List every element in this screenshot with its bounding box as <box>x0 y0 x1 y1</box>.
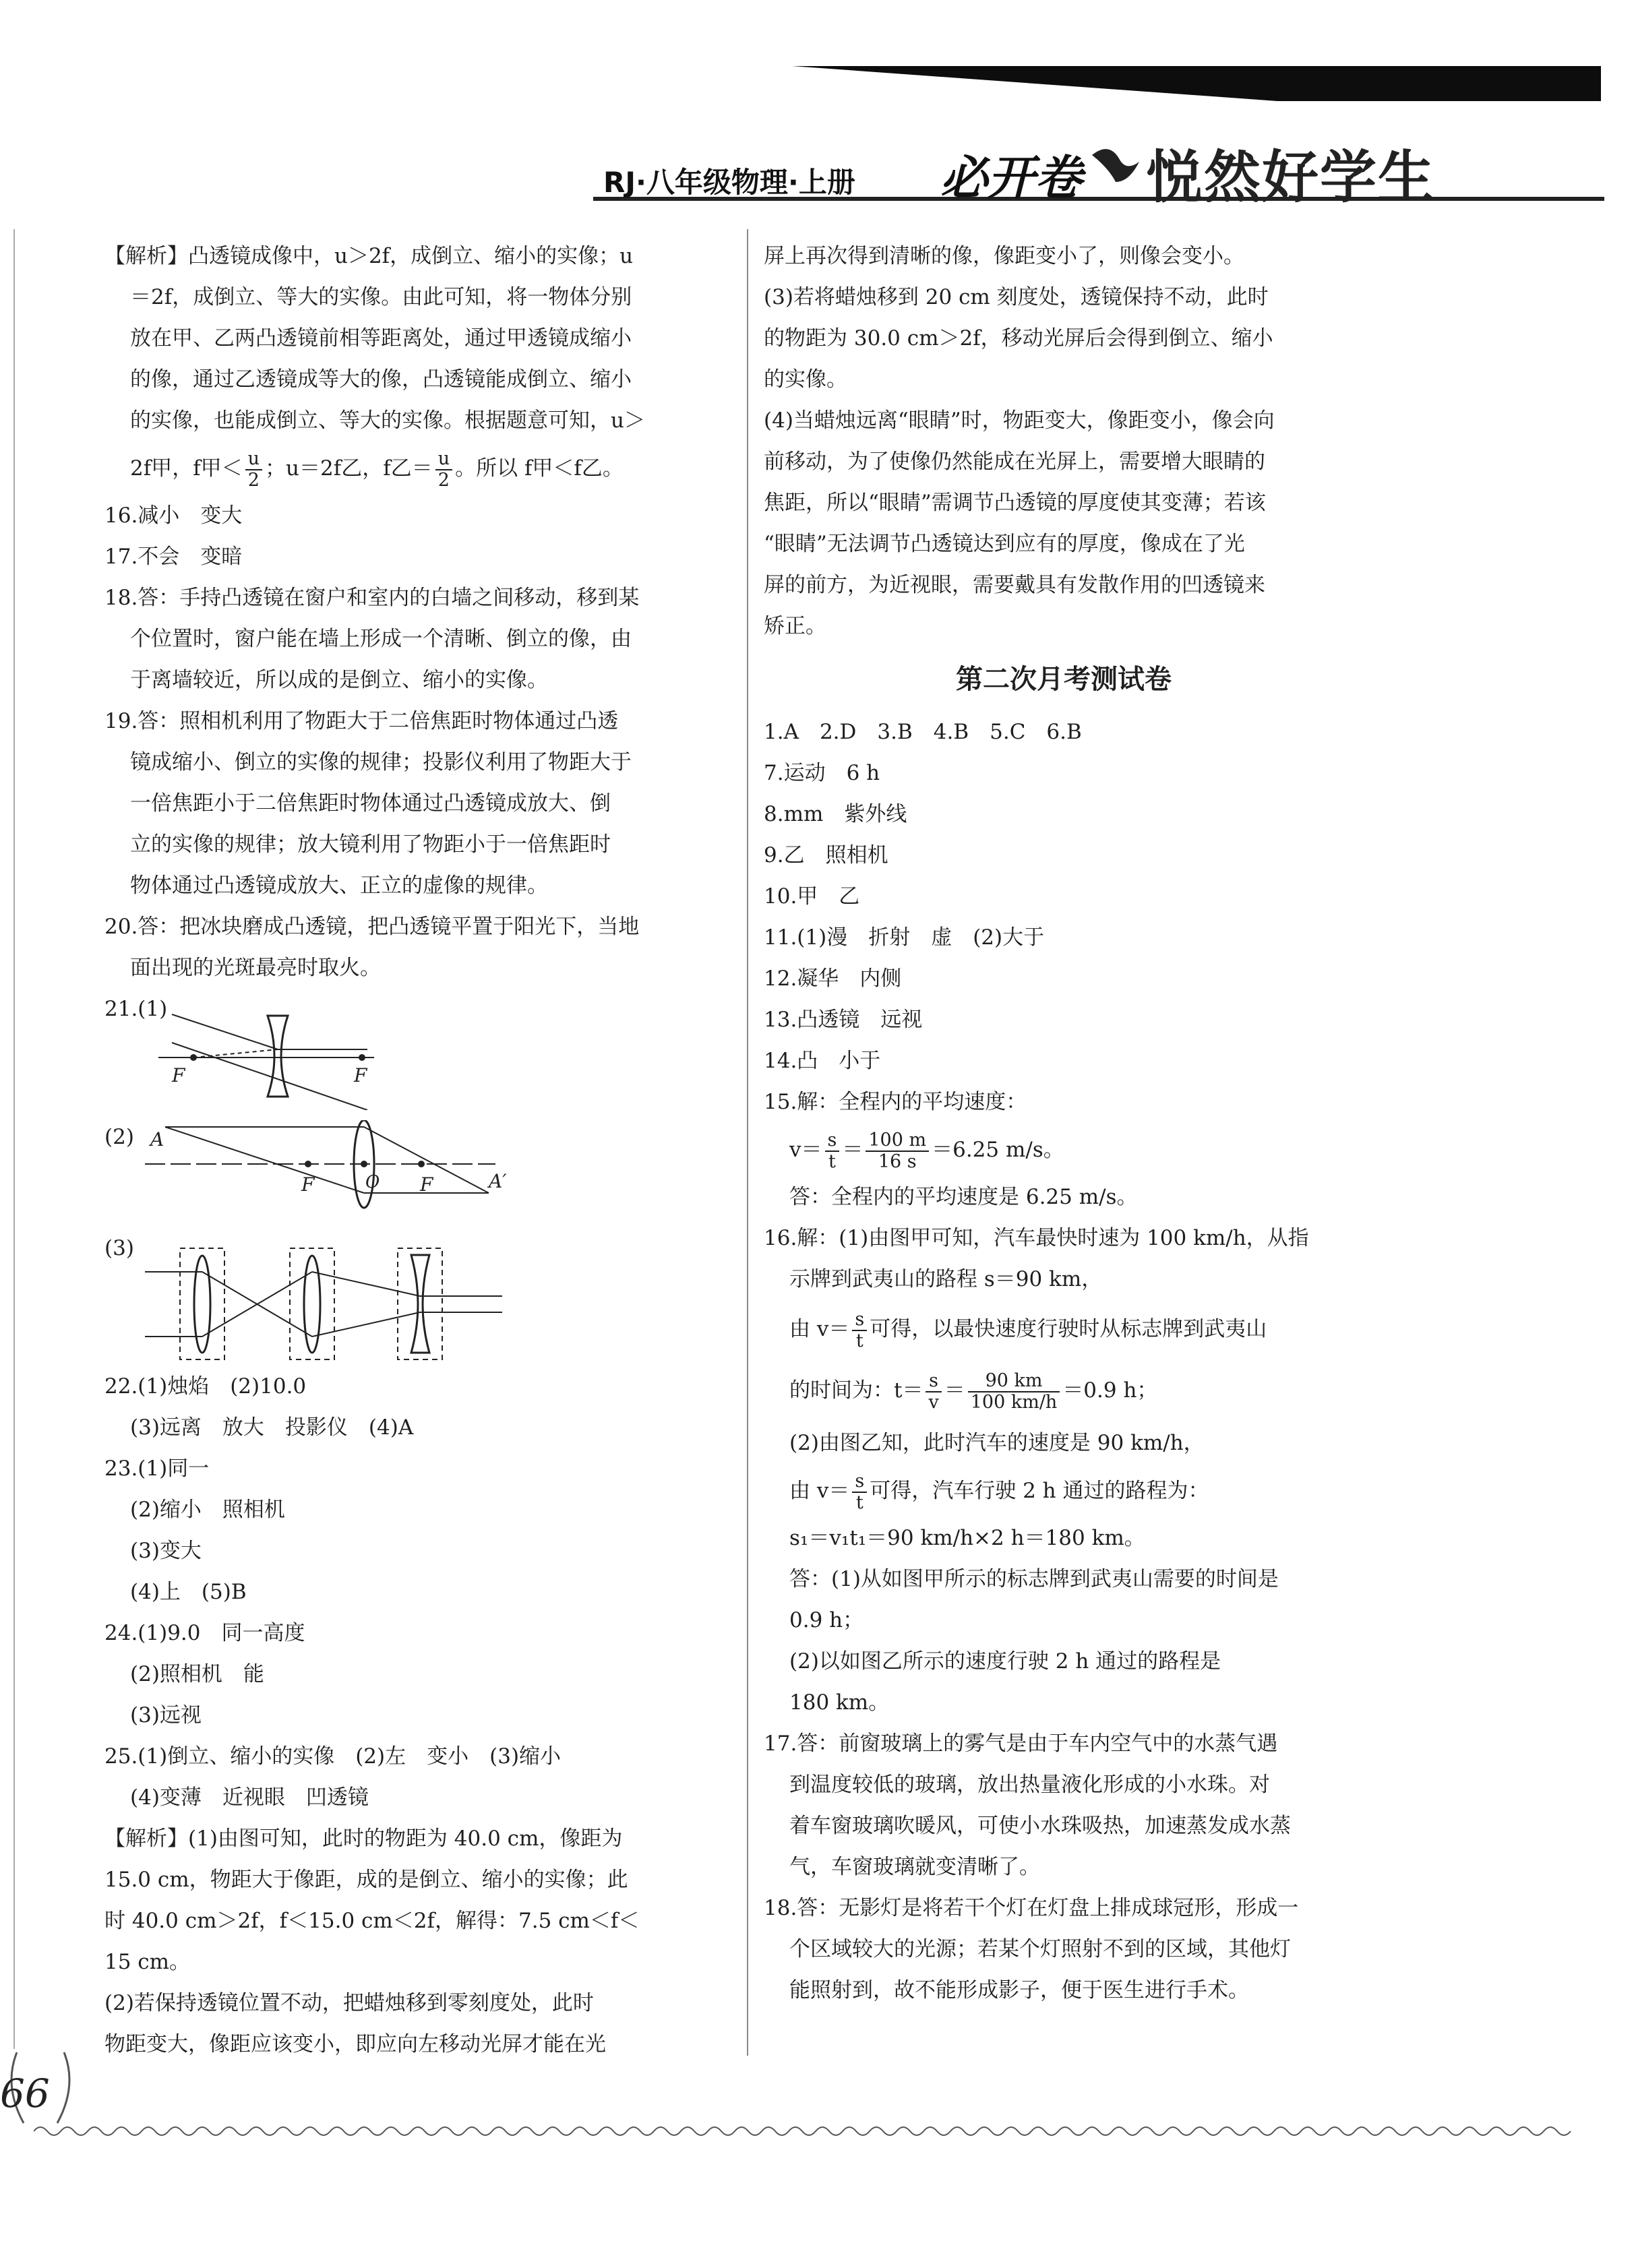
answer-22-line: 22.(1)烛焰 (2)10.0 <box>104 1374 307 1399</box>
header-subject: RJ·八年级物理·上册 <box>603 166 855 199</box>
answer-16-line: 16.解：(1)由图甲可知，汽车最快时速为 100 km/h，从指 <box>764 1226 1309 1250</box>
svg-text:F: F <box>301 1173 315 1196</box>
svg-text:A: A <box>150 1128 164 1151</box>
column-divider <box>747 229 748 2056</box>
answer-16-line: 答：(1)从如图甲所示的标志牌到武夷山需要的时间是 <box>789 1567 1279 1591</box>
answer-23-line: 23.(1)同一 <box>104 1457 210 1481</box>
page-number: 66 <box>0 2071 50 2116</box>
left-column <box>104 236 664 2065</box>
bird-logo-icon <box>1089 142 1143 189</box>
continued-line: 焦距，所以“眼睛”需调节凸透镜的厚度使其变薄；若该 <box>764 491 1266 515</box>
footer-wave-border <box>34 2123 1584 2139</box>
formula-part: 。所以 f甲＜f乙。 <box>455 456 624 481</box>
answer-16-formula: 由 v＝ $\frac{s}{t}$ 可得，以最快速度行驶时从标志牌到武夷山 <box>789 1308 1267 1351</box>
analysis-line: 【解析】凸透镜成像中，u＞2f，成倒立、缩小的实像；u <box>104 244 634 268</box>
analysis-formula <box>104 441 664 495</box>
answer-20-line: 20.答：把冰块磨成凸透镜，把凸透镜平置于阳光下，当地 <box>104 915 640 939</box>
answer-line: 13.凸透镜 远视 <box>764 1008 923 1032</box>
svg-text:A′: A′ <box>489 1170 507 1192</box>
answer-line: 10.甲 乙 <box>764 884 860 909</box>
answer-18-line: 18.答：无影灯是将若干个灯在灯盘上排成球冠形，形成一 <box>764 1896 1299 1920</box>
answer-19-line: 镜成缩小、倒立的实像的规律；投影仪利用了物距大于 <box>130 750 632 774</box>
answer-line: 7.运动 6 h <box>764 761 880 785</box>
answer-line: 1.A 2.D 3.B 4.B 5.C 6.B <box>764 720 1082 744</box>
continued-line: “眼睛”无法调节凸透镜达到应有的厚度，像成在了光 <box>764 532 1245 556</box>
answer-25-line: 【解析】(1)由图可知，此时的物距为 40.0 cm，像距为 <box>104 1827 623 1851</box>
answer-17-line: 气，车窗玻璃就变清晰了。 <box>789 1855 1040 1879</box>
convex-lens-diagram <box>138 1120 516 1221</box>
answer-21-diagrams <box>104 989 664 1366</box>
answer-18-line: 能照射到，故不能形成影子，便于医生进行手术。 <box>789 1978 1249 2002</box>
analysis-line: 的实像，也能成倒立、等大的实像。根据题意可知，u＞ <box>130 408 645 433</box>
page-edge-line <box>13 229 15 2049</box>
answer-18-line: 于离墙较近，所以成的是倒立、缩小的实像。 <box>130 668 548 692</box>
svg-text:F: F <box>354 1064 367 1086</box>
answer-25-line: 15 cm。 <box>104 1950 191 1974</box>
answer-line: 12.凝华 内侧 <box>764 967 902 991</box>
continued-line: 的物距为 30.0 cm＞2f，移动光屏后会得到倒立、缩小 <box>764 326 1273 350</box>
header-black-band <box>792 66 1601 101</box>
answer-18-line: 18.答：手持凸透镜在窗户和室内的白墙之间移动，移到某 <box>104 586 640 610</box>
continued-line: 屏的前方，为近视眼，需要戴具有发散作用的凹透镜来 <box>764 573 1265 597</box>
answer-16-formula: 的时间为：t＝ $\frac{s}{v}$ ＝ $\frac{90 km}{100 km/h}$ ＝0.9 h； <box>789 1370 1158 1413</box>
continued-line: (3)若将蜡烛移到 20 cm 刻度处，透镜保持不动，此时 <box>764 285 1269 309</box>
formula-part: 2f甲，f甲＜ <box>130 456 243 481</box>
lens-system-diagram <box>138 1245 516 1366</box>
continued-line: 前移动，为了使像仍然能成在光屏上，需要增大眼睛的 <box>764 450 1265 474</box>
answer-25-line: (2)若保持透镜位置不动，把蜡烛移到零刻度处，此时 <box>104 1991 594 2015</box>
brand-series: 必开卷 <box>940 150 1082 206</box>
answer-line: 11.(1)漫 折射 虚 (2)大于 <box>764 925 1045 950</box>
answer-16-formula: 由 v＝ $\frac{s}{t}$ 可得，汽车行驶 2 h 通过的路程为： <box>789 1470 1209 1513</box>
answer-19-line: 立的实像的规律；放大镜利用了物距小于一倍焦距时 <box>130 832 611 857</box>
answer-16-line: (2)以如图乙所示的速度行驶 2 h 通过的路程是 <box>789 1649 1221 1674</box>
answer-16-line: 180 km。 <box>789 1690 890 1715</box>
svg-text:F: F <box>172 1064 185 1086</box>
answer-16: 16.减小 变大 <box>104 503 243 528</box>
answer-17-line: 17.答：前窗玻璃上的雾气是由于车内空气中的水蒸气遇 <box>764 1731 1278 1756</box>
continued-line: 矫正。 <box>764 614 826 638</box>
answer-19-line: 物体通过凸透镜成放大、正立的虚像的规律。 <box>130 874 548 898</box>
answer-25-line: 15.0 cm，物距大于像距，成的是倒立、缩小的实像；此 <box>104 1868 628 1892</box>
answer-19-line: 19.答：照相机利用了物距大于二倍焦距时物体通过凸透 <box>104 709 619 733</box>
answer-22-line: (3)远离 放大 投影仪 (4)A <box>130 1415 414 1440</box>
answer-24-line: 24.(1)9.0 同一高度 <box>104 1621 305 1645</box>
answer-16-line: 示牌到武夷山的路程 s＝90 km， <box>789 1267 1103 1291</box>
analysis-line: 的像，通过乙透镜成等大的像，凸透镜能成倒立、缩小 <box>130 367 632 392</box>
section-title: 第二次月考测试卷 <box>956 664 1172 695</box>
answer-15-formula: v＝ $\frac{s}{t}$ ＝ $\frac{100 m}{16 s}$ ＝6.25 m/s。 <box>789 1129 1064 1172</box>
answer-25-line: 物距变大，像距应该变小，即应向左移动光屏才能在光 <box>104 2032 606 2056</box>
answer-25-line: (4)变薄 近视眼 凹透镜 <box>130 1785 369 1810</box>
analysis-line: ＝2f，成倒立、等大的实像。由此可知，将一物体分别 <box>130 285 632 309</box>
right-column <box>764 236 1357 2011</box>
continued-line: (4)当蜡烛远离“眼睛”时，物距变大，像距变小，像会向 <box>764 408 1275 433</box>
answer-25-line: 时 40.0 cm＞2f，f＜15.0 cm＜2f，解得：7.5 cm＜f＜ <box>104 1909 640 1933</box>
concave-lens-diagram <box>152 1009 421 1110</box>
svg-text:F: F <box>420 1173 433 1196</box>
analysis-line: 放在甲、乙两凸透镜前相等距离处，通过甲透镜成缩小 <box>130 326 632 350</box>
answer-19-line: 一倍焦距小于二倍焦距时物体通过凸透镜成放大、倒 <box>130 791 611 816</box>
brand-name: 悦然好学生 <box>1146 144 1436 210</box>
answer-15-head: 15.解：全程内的平均速度： <box>764 1090 1027 1114</box>
answer-16-line: 0.9 h； <box>789 1608 864 1632</box>
answer-17-line: 到温度较低的玻璃，放出热量液化形成的小水珠。对 <box>789 1773 1270 1797</box>
formula-part: ；u＝2f乙，f乙＝ <box>265 456 433 481</box>
answer-15-conclusion: 答：全程内的平均速度是 6.25 m/s。 <box>789 1185 1138 1209</box>
answer-25-line: 25.(1)倒立、缩小的实像 (2)左 变小 (3)缩小 <box>104 1744 562 1769</box>
answer-18-line: 个区域较大的光源；若某个灯照射不到的区域，其他灯 <box>789 1937 1291 1961</box>
answer-17: 17.不会 变暗 <box>104 545 243 569</box>
diagram-label: (3) <box>104 1236 134 1260</box>
svg-text:O: O <box>365 1172 380 1192</box>
answer-16-line: (2)由图乙知，此时汽车的速度是 90 km/h， <box>789 1431 1205 1455</box>
fraction-u-over-2: $\frac{u}{2}$ <box>245 449 262 491</box>
answer-line: 9.乙 照相机 <box>764 843 888 867</box>
answer-23-line: (4)上 (5)B <box>130 1580 247 1604</box>
answer-16-line: s₁＝v₁t₁＝90 km/h×2 h＝180 km。 <box>789 1526 1145 1550</box>
diagram-label: (2) <box>104 1125 134 1149</box>
continued-line: 的实像。 <box>764 367 847 392</box>
diagram-label: 21.(1) <box>104 997 168 1021</box>
answer-23-line: (2)缩小 照相机 <box>130 1498 285 1522</box>
continued-line: 屏上再次得到清晰的像，像距变小了，则像会变小。 <box>764 244 1244 268</box>
answer-20-line: 面出现的光斑最亮时取火。 <box>130 956 381 980</box>
answer-17-line: 着车窗玻璃吹暖风，可使小水珠吸热，加速蒸发成水蒸 <box>789 1814 1291 1838</box>
answer-line: 8.mm 紫外线 <box>764 802 907 826</box>
answer-24-line: (3)远视 <box>130 1703 202 1727</box>
answer-24-line: (2)照相机 能 <box>130 1662 264 1686</box>
answer-23-line: (3)变大 <box>130 1539 202 1563</box>
answer-line: 14.凸 小于 <box>764 1049 881 1073</box>
fraction-u-over-2: $\frac{u}{2}$ <box>435 449 452 491</box>
answer-18-line: 个位置时，窗户能在墙上形成一个清晰、倒立的像，由 <box>130 627 632 651</box>
